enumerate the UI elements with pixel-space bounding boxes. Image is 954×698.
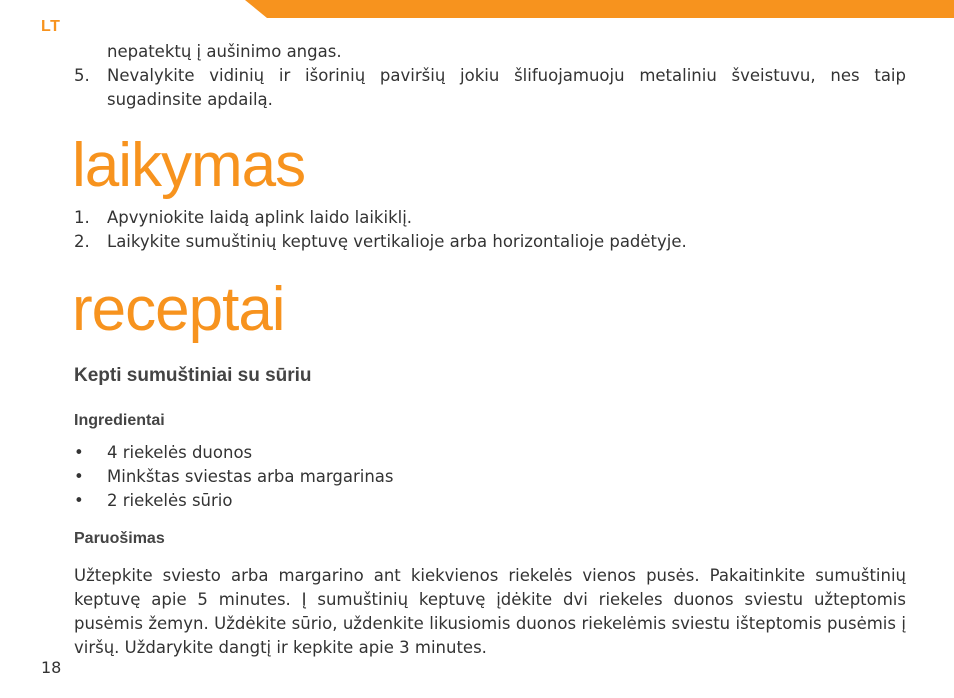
- list-item: [74, 441, 906, 465]
- list-item: [74, 465, 906, 489]
- storage-list: [74, 206, 906, 254]
- list-number: 2.: [74, 232, 90, 251]
- list-item: [74, 64, 906, 112]
- ingredient-text: 4 riekelės duonos: [107, 443, 253, 462]
- ingredients-title: Ingredientai: [74, 412, 165, 429]
- section-heading-storage: laikymas: [72, 131, 306, 200]
- language-code: LT: [41, 18, 61, 35]
- list-item: [74, 230, 906, 254]
- ingredient-text: 2 riekelės sūrio: [107, 491, 233, 510]
- preparation-text: Užtepkite sviesto arba margarino ant kiekvienos riekelės vienos pusės. Pakaitinkite sumuštinių keptuvę apie 5 minutes. Į sumuštinių keptuvę įdėkite dvi riekeles duonos sviestu užteptomis pusėmis žemyn. Uždėkite sūrio, uždenkite likusiomis duonos riekelėmis sviestu išteptomis pusėmis į viršų. Uždarykite dangtį ir kepkite apie 3 minutes.: [74, 566, 906, 657]
- recipe-title: Kepti sumuštiniai su sūriu: [74, 365, 312, 386]
- page-number: 18: [41, 658, 62, 677]
- list-number: 1.: [74, 208, 90, 227]
- list-continuation: nepatektų į aušinimo angas.: [107, 42, 342, 61]
- list-text: Apvyniokite laidą aplink laido laikiklį.: [107, 208, 413, 227]
- list-text: Laikykite sumuštinių keptuvę vertikalioje arba horizontalioje padėtyje.: [107, 232, 687, 251]
- ingredient-text: Minkštas sviestas arba margarinas: [107, 467, 394, 486]
- bullet-icon: •: [74, 443, 84, 462]
- ingredients-list: [74, 441, 906, 513]
- header-accent-bar: [245, 0, 954, 18]
- preparation-title: Paruošimas: [74, 530, 165, 547]
- top-list: [74, 40, 906, 112]
- bullet-icon: •: [74, 491, 84, 510]
- list-item: [74, 206, 906, 230]
- bullet-icon: •: [74, 467, 84, 486]
- list-number: 5.: [74, 66, 90, 85]
- list-item: [74, 489, 906, 513]
- section-heading-recipes: receptai: [72, 275, 285, 344]
- list-text: Nevalykite vidinių ir išorinių paviršių jokiu šlifuojamuoju metaliniu šveistuvu, nes taip sugadinsite apdailą.: [107, 66, 906, 109]
